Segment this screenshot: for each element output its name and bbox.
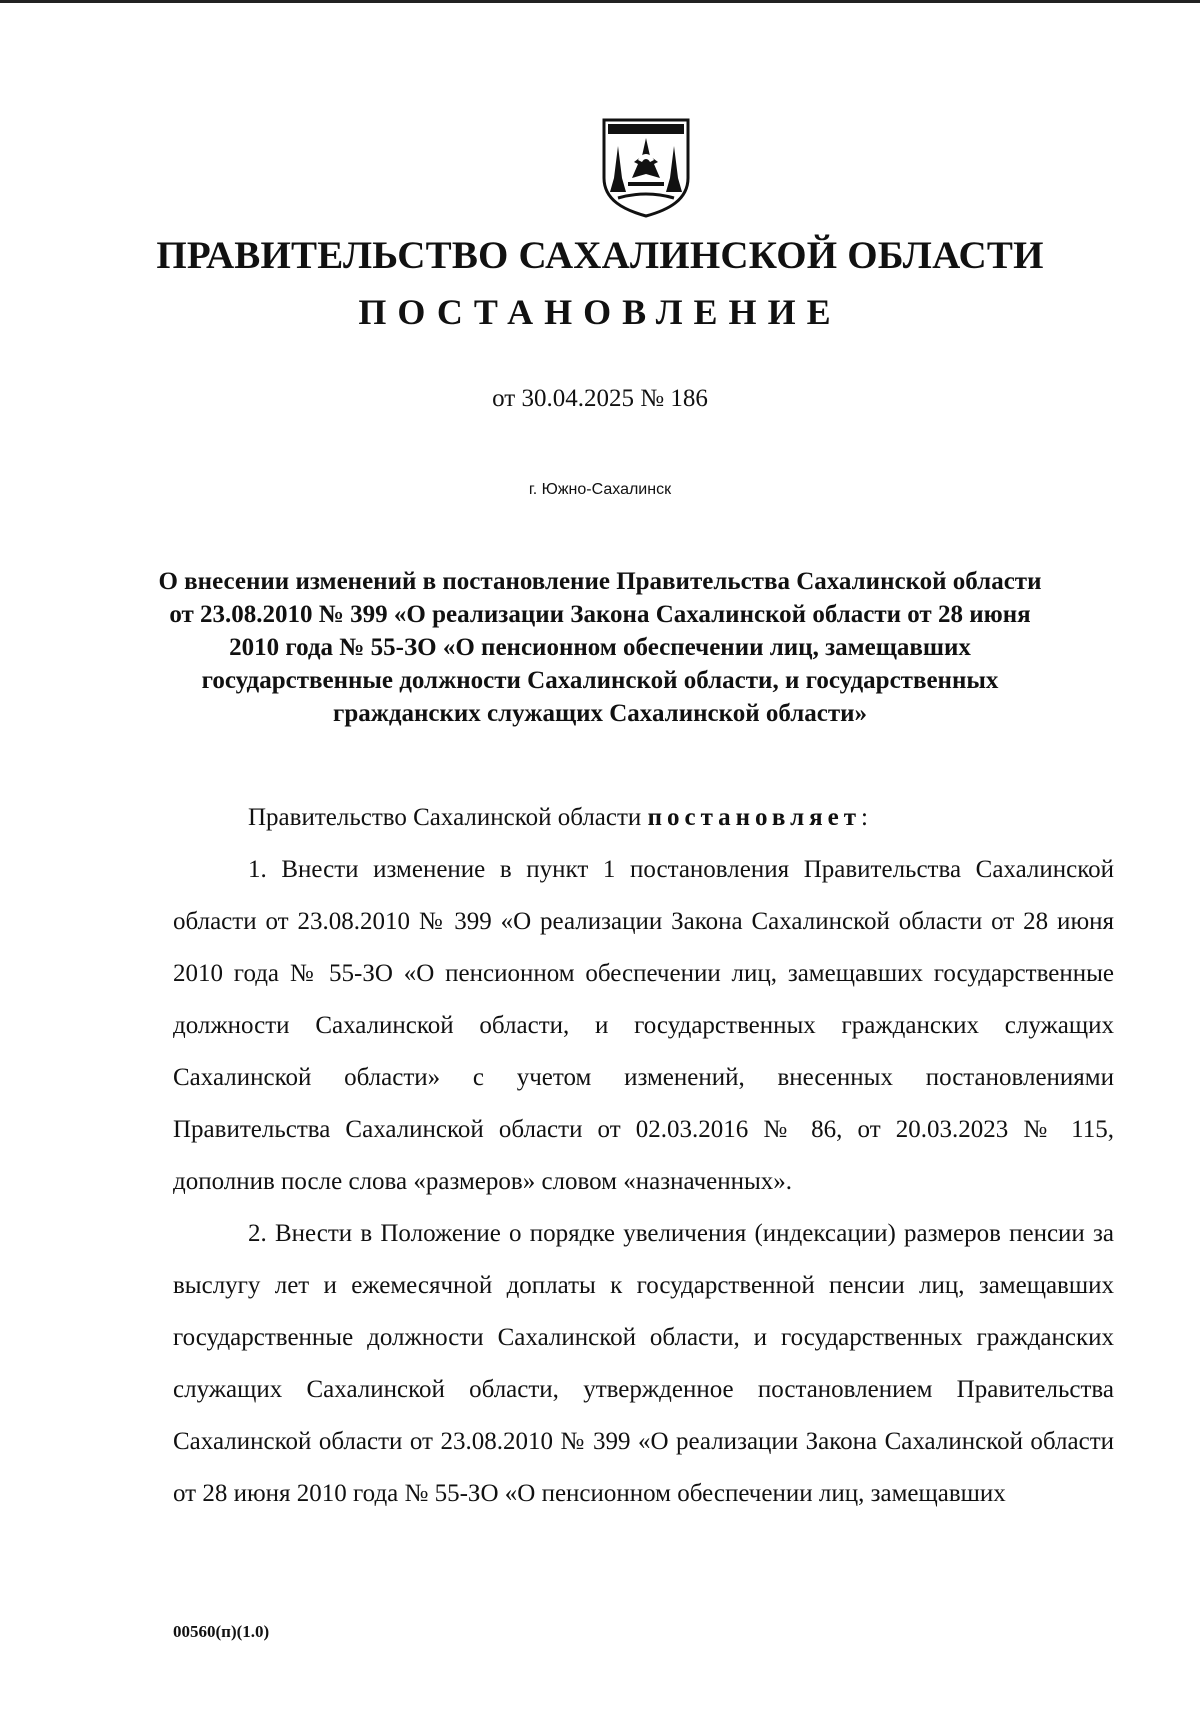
document-type-title: ПОСТАНОВЛЕНИЕ bbox=[358, 292, 842, 332]
preamble-keyword: постановляет bbox=[647, 804, 862, 831]
preamble-lead: Правительство Сахалинской области bbox=[248, 804, 648, 831]
document-body bbox=[173, 792, 1114, 1520]
document-city: г. Южно-Сахалинск bbox=[528, 481, 672, 498]
item-2-paragraph: 2. Внести в Положение о порядке увеличения (индексации) размеров пенсии за выслугу лет и ежемесячной доплаты к государственной пенсии лиц, замещавших государственные должности Сахалинской области, и государственных гражданских служащих Сахалинской области, утвержденное постановлением Правительства Сахалинской области от 23.08.2010 № 399 «О реализации Закона Сахалинской области от 28 июня 2010 года № 55-ЗО «О пенсионном обеспечении лиц, замещавших bbox=[173, 1220, 1114, 1507]
document-code: 00560(п)(1.0) bbox=[173, 1622, 270, 1641]
document-subject: О внесении изменений в постановление Правительства Сахалинской области от 23.08.2010 № 399 «О реализации Закона Сахалинской области от 28 июня 2010 года № 55-ЗО «О пенсионном обеспечении лиц, замещавших государственные должности Сахалинской области, и государственных гражданских служащих Сахалинской области» bbox=[158, 568, 1042, 727]
preamble-tail: : bbox=[861, 804, 868, 831]
preamble-paragraph bbox=[173, 792, 1114, 844]
top-border-line bbox=[0, 0, 1200, 3]
document-date-number: от 30.04.2025 № 186 bbox=[492, 385, 708, 412]
coat-of-arms-icon bbox=[598, 116, 694, 218]
item-1-paragraph: 1. Внести изменение в пункт 1 постановления Правительства Сахалинской области от 23.08.2010 № 399 «О реализации Закона Сахалинской области от 28 июня 2010 года № 55-ЗО «О пенсионном обеспечении лиц, замещавших государственные должности Сахалинской области, и государственных гражданских служащих Сахалинской области» с учетом изменений, внесенных постановлениями Правительства Сахалинской области от 02.03.2016 № 86, от 20.03.2023 № 115, дополнив после слова «размеров» словом «назначенных». bbox=[173, 856, 1114, 1195]
organization-title: ПРАВИТЕЛЬСТВО САХАЛИНСКОЙ ОБЛАСТИ bbox=[156, 234, 1044, 277]
